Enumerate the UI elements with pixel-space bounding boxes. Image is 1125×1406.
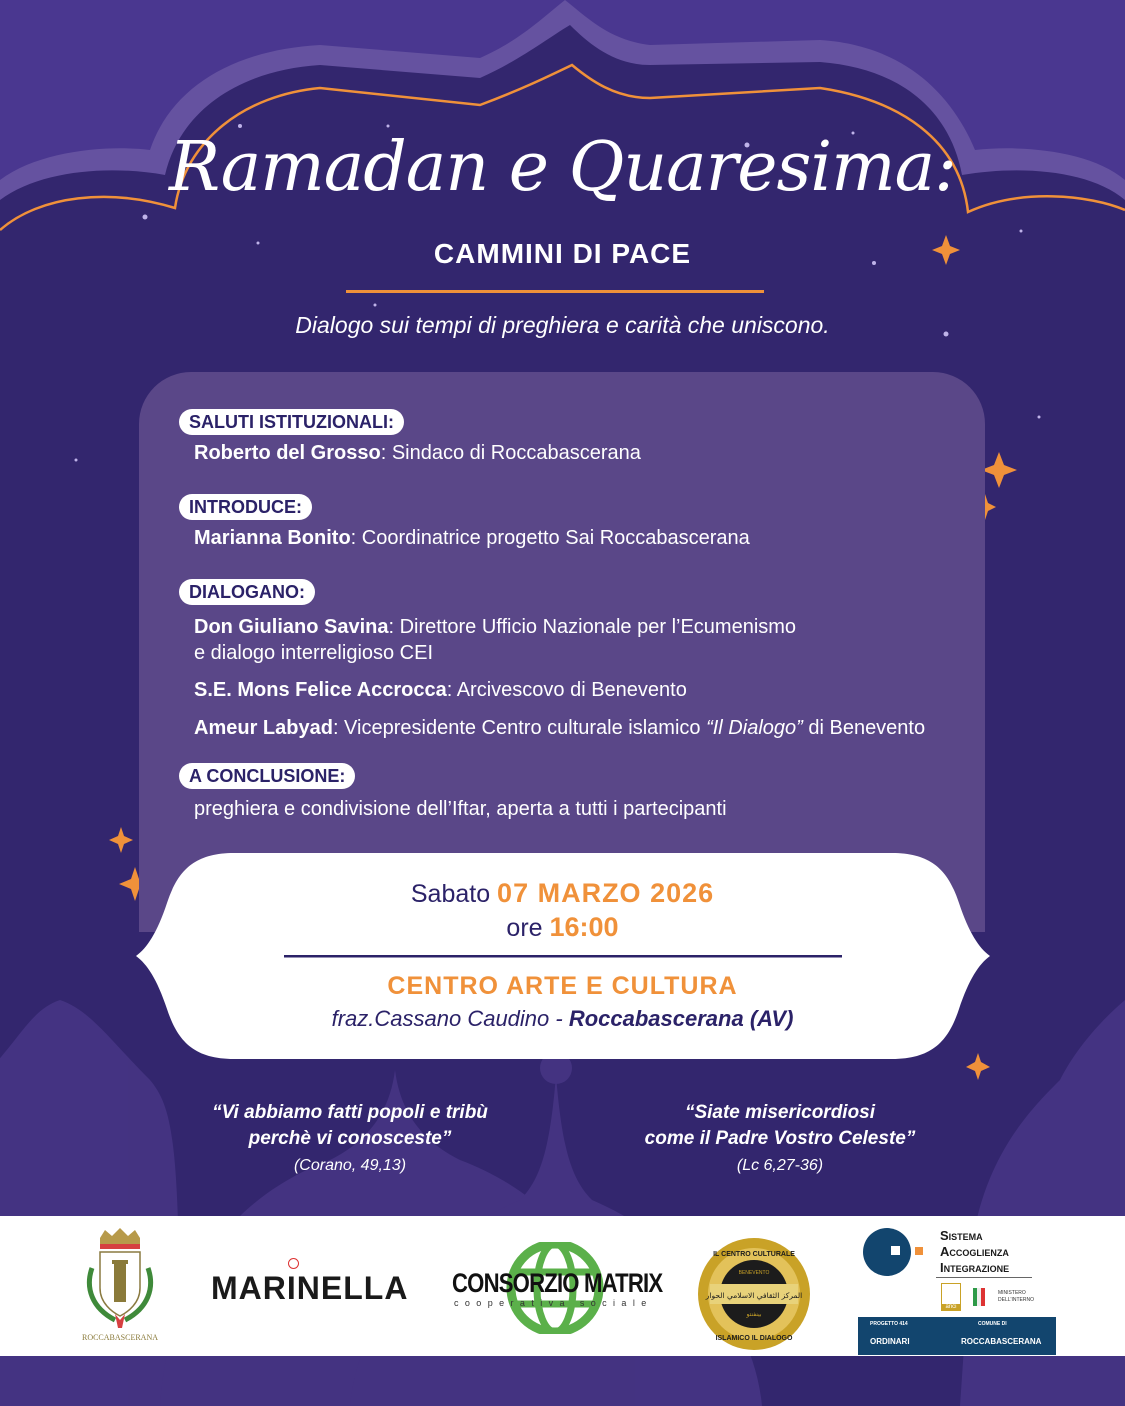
event-venue: CENTRO ARTE E CULTURA	[387, 972, 738, 1000]
speaker-name: Ameur Labyad	[194, 717, 333, 739]
event-subtitle: CAMMINI DI PACE	[433, 238, 692, 269]
event-address	[0, 1006, 1125, 1032]
quote-reference: (Corano, 49,13)	[293, 1157, 407, 1174]
quote-luca	[580, 1100, 980, 1152]
quote-line: perchè vi conosceste”	[248, 1128, 452, 1149]
speaker-role: : Vicepresidente Centro culturale islamico	[332, 717, 707, 739]
address-town: Roccabascerana (AV)	[568, 1006, 794, 1031]
section-label-saluti: SALUTI ISTITUZIONALI:	[179, 409, 404, 435]
progetto-value: ORDINARI	[870, 1337, 910, 1346]
speaker-role-continued: e dialogo interreligioso CEI	[194, 642, 434, 664]
centro-islamico-seal-logo	[696, 1236, 812, 1352]
sai-square-icon	[891, 1246, 900, 1255]
flag-red	[981, 1288, 985, 1306]
program-entry	[194, 677, 687, 703]
seal-city-text: BENEVENTO	[738, 1270, 770, 1276]
marinella-sun-icon	[288, 1258, 299, 1269]
sai-divider	[936, 1277, 1032, 1278]
event-date: 07 MARZO 2026	[497, 878, 715, 908]
consorzio-matrix-logo: CONSORZIO MATRIX	[452, 1268, 663, 1298]
quote-line: come il Padre Vostro Celeste”	[644, 1128, 916, 1149]
anci-logo	[941, 1283, 961, 1311]
event-time: 16:00	[549, 912, 619, 942]
program-entry	[194, 715, 925, 741]
event-title: Ramadan e Quaresima:	[168, 128, 957, 207]
sai-orange-square-icon	[915, 1247, 923, 1255]
program-entry	[194, 525, 750, 551]
seal-arabic-text: المركز الثقافي الاسلامي الحوار	[705, 1291, 803, 1300]
sai-line3: Integrazione	[940, 1260, 1010, 1275]
quote-line: “Vi abbiamo fatti popoli e tribù	[212, 1102, 488, 1123]
roccabascerana-crest-logo	[70, 1228, 170, 1346]
title-divider	[346, 290, 764, 293]
event-date-line	[0, 878, 1125, 909]
seal-bottom-text: ISLAMICO IL DIALOGO	[715, 1335, 793, 1342]
sai-line2: Accoglienza	[940, 1244, 1009, 1259]
quote-corano	[150, 1100, 550, 1152]
speaker-name: Don Giuliano Savina	[194, 616, 389, 638]
program-entry	[194, 440, 641, 466]
section-label-conclusione: A CONCLUSIONE:	[179, 763, 355, 789]
speaker-role: : Coordinatrice progetto Sai Roccabascerana	[350, 527, 750, 549]
event-tagline: Dialogo sui tempi di preghiera e carità che uniscono.	[295, 312, 830, 338]
sai-circle-icon	[863, 1228, 911, 1276]
day-label: Sabato	[410, 880, 498, 908]
conclusion-text: preghiera e condivisione dell’Iftar, aperta a tutti i partecipanti	[194, 798, 727, 820]
speaker-role-end: di Benevento	[802, 717, 926, 739]
time-label: ore	[506, 914, 550, 942]
sai-project-bar	[858, 1317, 1056, 1355]
crest-text: ROCCABASCERANA	[81, 1333, 159, 1342]
comune-label: COMUNE DI	[978, 1321, 1007, 1327]
address-prefix: fraz.Cassano Caudino -	[331, 1006, 569, 1031]
organization-name: “Il Dialogo”	[706, 717, 803, 739]
sai-line1: Sistema	[940, 1228, 983, 1243]
speaker-role: : Direttore Ufficio Nazionale per l’Ecumenismo	[388, 616, 797, 638]
speaker-name: S.E. Mons Felice Accrocca	[194, 679, 447, 701]
event-time-line	[0, 912, 1125, 943]
quote-reference: (Lc 6,27-36)	[736, 1157, 824, 1174]
program-entry	[194, 614, 796, 640]
speaker-name: Marianna Bonito	[194, 527, 351, 549]
quote-line: “Siate misericordiosi	[684, 1102, 876, 1123]
matrix-subtext: cooperativa sociale	[454, 1298, 653, 1308]
speaker-role: : Sindaco di Roccabascerana	[380, 442, 641, 464]
seal-city-arabic-text: بينفنتو	[746, 1311, 762, 1318]
section-label-introduce: INTRODUCE:	[179, 494, 312, 520]
section-label-dialogano: DIALOGANO:	[179, 579, 315, 605]
speaker-name: Roberto del Grosso	[194, 442, 381, 464]
marinella-logo: MARINELLA	[211, 1270, 409, 1306]
comune-value: ROCCABASCERANA	[961, 1337, 1042, 1346]
anci-text: anci	[942, 1304, 960, 1310]
speaker-role: : Arcivescovo di Benevento	[446, 679, 687, 701]
ministero-text: MINISTERO DELL'INTERNO	[998, 1290, 1034, 1303]
progetto-label: PROGETTO 414	[870, 1321, 908, 1327]
sai-logo-text	[940, 1228, 1009, 1276]
seal-top-text: IL CENTRO CULTURALE	[713, 1251, 795, 1258]
